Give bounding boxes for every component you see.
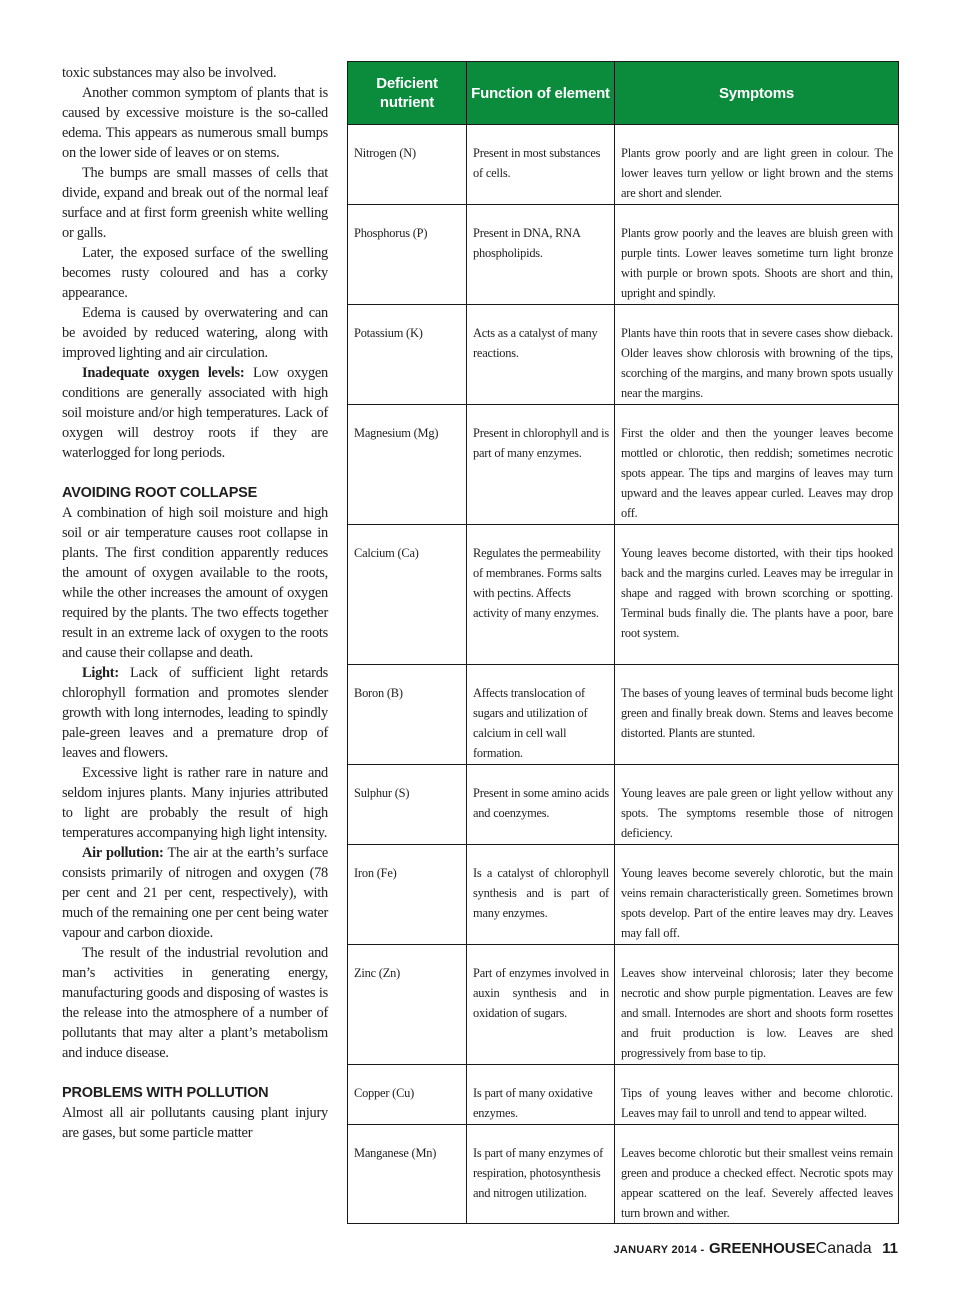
function-cell: Present in chlorophyll and is part of many enzymes. (467, 405, 615, 525)
paragraph-lead-in: Air pollution: (82, 845, 164, 861)
article-paragraph: Later, the exposed surface of the swelling becomes rusty coloured and has a corky appearance. (62, 245, 328, 301)
table-row (348, 205, 899, 305)
table-row (348, 305, 899, 405)
paragraph-lead-in: Inadequate oxygen levels: (82, 365, 245, 381)
table-row (348, 405, 899, 525)
function-cell: Is part of many enzymes of respiration, photosynthesis and nitrogen utilization. (467, 1125, 615, 1224)
article-paragraph: Excessive light is rather rare in nature and seldom injures plants. Many injuries attributed to light are probably the result of high temperatures accompanying high light intensity. (62, 765, 328, 841)
article-paragraph: toxic substances may also be involved. (62, 65, 277, 81)
function-cell: Present in some amino acids and coenzymes. (467, 765, 615, 845)
symptoms-cell: Leaves show interveinal chlorosis; later they become necrotic and show purple pigmentation. Leaves are few and small. Internodes are short and shoots form rosettes and fruit production is low. Leaves are shed progressively from base to tip. (615, 945, 899, 1065)
table-row (348, 765, 899, 845)
nutrient-cell: Zinc (Zn) (348, 945, 467, 1065)
nutrient-cell: Boron (B) (348, 665, 467, 765)
page-footer (613, 1240, 898, 1258)
table-row (348, 845, 899, 945)
issue-date: JANUARY 2014 - (613, 1244, 705, 1256)
article-paragraph: Another common symptom of plants that is caused by excessive moisture is the so-called edema. This appears as numerous small bumps on the lower side of leaves or on stems. (62, 85, 328, 161)
article-paragraph (62, 363, 328, 463)
function-cell: Acts as a catalyst of many reactions. (467, 305, 615, 405)
nutrient-cell: Sulphur (S) (348, 765, 467, 845)
magazine-logo-light: Canada (815, 1240, 872, 1257)
article-left-column (62, 63, 328, 1143)
section-heading: PROBLEMS WITH POLLUTION (62, 1085, 269, 1101)
symptoms-cell: Plants have thin roots that in severe cases show dieback. Older leaves show chlorosis with browning of the tips, scorching of the margins, and many brown spots usually near the margins. (615, 305, 899, 405)
symptoms-cell: Young leaves become distorted, with their tips hooked back and the margins curled. Leaves may be irregular in shape and ragged with brown scorching or spotting. Terminal buds finally die. The plants have a poor, bare root system. (615, 525, 899, 665)
nutrient-cell: Manganese (Mn) (348, 1125, 467, 1224)
symptoms-cell: Young leaves are pale green or light yellow without any spots. The symptoms resemble those of nitrogen deficiency. (615, 765, 899, 845)
nutrient-cell: Phosphorus (P) (348, 205, 467, 305)
symptoms-cell: Leaves become chlorotic but their smallest veins remain green and produce a checked effect. Necrotic spots may appear scattered on the leaf. Severely affected leaves turn brown and wither. (615, 1125, 899, 1224)
header-function-of-element: Function of element (467, 62, 615, 125)
page-number: 11 (882, 1240, 898, 1257)
function-cell: Part of enzymes involved in auxin synthesis and in oxidation of sugars. (467, 945, 615, 1065)
table-row (348, 665, 899, 765)
symptoms-cell: The bases of young leaves of terminal buds become light green and finally break down. Stems and leaves become distorted. Plants are stunted. (615, 665, 899, 765)
article-paragraph: A combination of high soil moisture and high soil or air temperature causes root collapse in plants. The first condition apparently reduces the amount of oxygen available to the roots, while the other increases the amount of oxygen required by the plants. The two effects together result in an extreme lack of oxygen to the roots and cause their collapse and death. (62, 505, 328, 661)
function-cell: Is part of many oxidative enzymes. (467, 1065, 615, 1125)
function-cell: Regulates the permeability of membranes. Forms salts with pectins. Affects activity of many enzymes. (467, 525, 615, 665)
article-paragraph: The result of the industrial revolution and man’s activities in generating energy, manufacturing goods and disposing of wastes is the release into the atmosphere of a number of pollutants that may alter a plant’s metabolism and induce disease. (62, 945, 328, 1061)
nutrient-cell: Magnesium (Mg) (348, 405, 467, 525)
section-heading: AVOIDING ROOT COLLAPSE (62, 485, 258, 501)
article-paragraph (62, 663, 328, 763)
nutrient-cell: Nitrogen (N) (348, 125, 467, 205)
paragraph-lead-in: Light: (82, 665, 119, 681)
header-deficient-nutrient: Deficient nutrient (348, 62, 467, 125)
symptoms-cell: Young leaves become severely chlorotic, but the main veins remain characteristically green. Sometimes brown spots develop. Part of the entire leaves may dry. Leaves may fall off. (615, 845, 899, 945)
nutrient-cell: Calcium (Ca) (348, 525, 467, 665)
symptoms-cell: Tips of young leaves wither and become chlorotic. Leaves may fail to unroll and tend to appear wilted. (615, 1065, 899, 1125)
table-header-row (348, 62, 899, 125)
symptoms-cell: First the older and then the younger leaves become mottled or chlorotic, then reddish; sometimes necrotic spots appear. The tips and margins of leaves may turn upward and the leaves appear curled. Leaves may drop off. (615, 405, 899, 525)
paragraph-body: Low oxygen conditions are generally associated with high soil moisture and/or high temperatures. Lack of oxygen will destroy roots if they are waterlogged for long periods. (62, 365, 328, 461)
symptoms-cell: Plants grow poorly and the leaves are bluish green with purple tints. Lower leaves sometime turn light bronze with purple or brown spots. Shoots are short and thin, upright and spindly. (615, 205, 899, 305)
nutrient-deficiency-table (347, 61, 899, 1224)
function-cell: Affects translocation of sugars and utilization of calcium in cell wall formation. (467, 665, 615, 765)
function-cell: Present in most substances of cells. (467, 125, 615, 205)
article-paragraph: Almost all air pollutants causing plant injury are gases, but some particle matter (62, 1105, 328, 1141)
symptoms-cell: Plants grow poorly and are light green in colour. The lower leaves turn yellow or light brown and the stems are short and slender. (615, 125, 899, 205)
table-row (348, 525, 899, 665)
table-row (348, 1125, 899, 1224)
nutrient-cell: Potassium (K) (348, 305, 467, 405)
article-paragraph (62, 843, 328, 943)
article-paragraph: Edema is caused by overwatering and can be avoided by reduced watering, along with improved lighting and air circulation. (62, 305, 328, 361)
nutrient-cell: Iron (Fe) (348, 845, 467, 945)
magazine-logo-bold: GREENHOUSE (708, 1240, 816, 1257)
paragraph-body: Lack of sufficient light retards chlorophyll formation and promotes slender growth with long internodes, leading to spindly pale-green leaves and a premature drop of leaves and flowers. (62, 665, 328, 761)
function-cell: Is a catalyst of chlorophyll synthesis and is part of many enzymes. (467, 845, 615, 945)
paragraph-body: The air at the earth’s surface consists primarily of nitrogen and oxygen (78 per cent and 21 per cent, respectively), with much of the remaining one per cent being water vapour and carbon dioxide. (62, 845, 328, 941)
table-row (348, 945, 899, 1065)
article-paragraph: The bumps are small masses of cells that divide, expand and break out of the normal leaf surface and at first form greenish white welling or galls. (62, 165, 328, 241)
function-cell: Present in DNA, RNA phospholipids. (467, 205, 615, 305)
table-row (348, 1065, 899, 1125)
table-row (348, 125, 899, 205)
nutrient-cell: Copper (Cu) (348, 1065, 467, 1125)
header-symptoms: Symptoms (615, 62, 899, 125)
